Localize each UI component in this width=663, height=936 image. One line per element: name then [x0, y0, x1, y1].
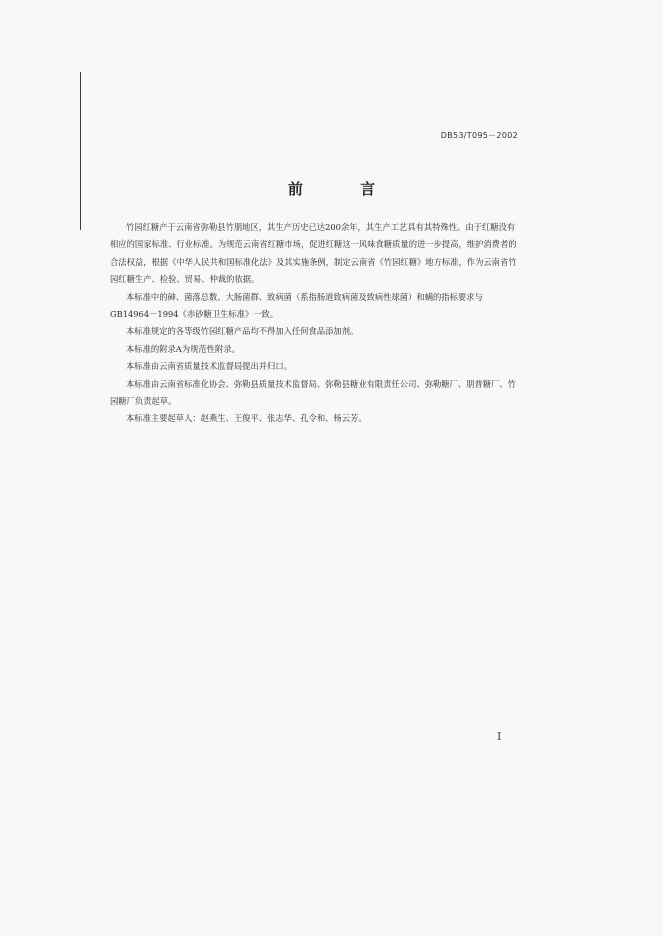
page-number: I	[497, 730, 502, 743]
document-code: DB53/T095－2002	[440, 131, 518, 140]
foreword-body	[110, 219, 520, 428]
paragraph-drafters: 本标准主要起草人：赵燕生、王俊平、张志华、孔令和、杨云芳。	[126, 413, 367, 424]
page-title: 前 言	[287, 180, 402, 198]
paragraph-origin: 竹园红糖产于云南省弥勒县竹朋地区，其生产历史已达200余年，其生产工艺具有其特殊性。由于红糖没有相应的国家标准、行业标准。为规范云南省红糖市场，促进红糖这一风味食糖质量的进一步提高，维护消费者的合法权益，根据《中华人民共和国标准化法》及其实施条例，制定云南省《竹园红糖》地方标准，作为云南省竹园红糖生产、检验、贸易、仲裁的依据。	[110, 222, 517, 285]
paragraph-drafting-units: 本标准由云南省标准化协会、弥勒县质量技术监督局、弥勒县糖业有限责任公司、弥勒糖厂、朋普糖厂、竹园糖厂负责起草。	[110, 378, 516, 407]
paragraph-no-additives: 本标准规定的各等级竹园红糖产品均不得加入任何食品添加剂。	[126, 326, 359, 337]
paragraph-proposer: 本标准由云南省质量技术监督局提出并归口。	[126, 361, 292, 372]
paragraph-appendix: 本标准的附录A为规范性附录。	[126, 343, 240, 354]
binding-margin-line	[80, 72, 81, 230]
paragraph-hygiene-requirements: 本标准中的砷、菌落总数、大肠菌群、致病菌（系指肠道致病菌及致病性球菌）和螨的指标要求与GB14964－1994《赤砂糖卫生标准》一致。	[110, 291, 483, 320]
